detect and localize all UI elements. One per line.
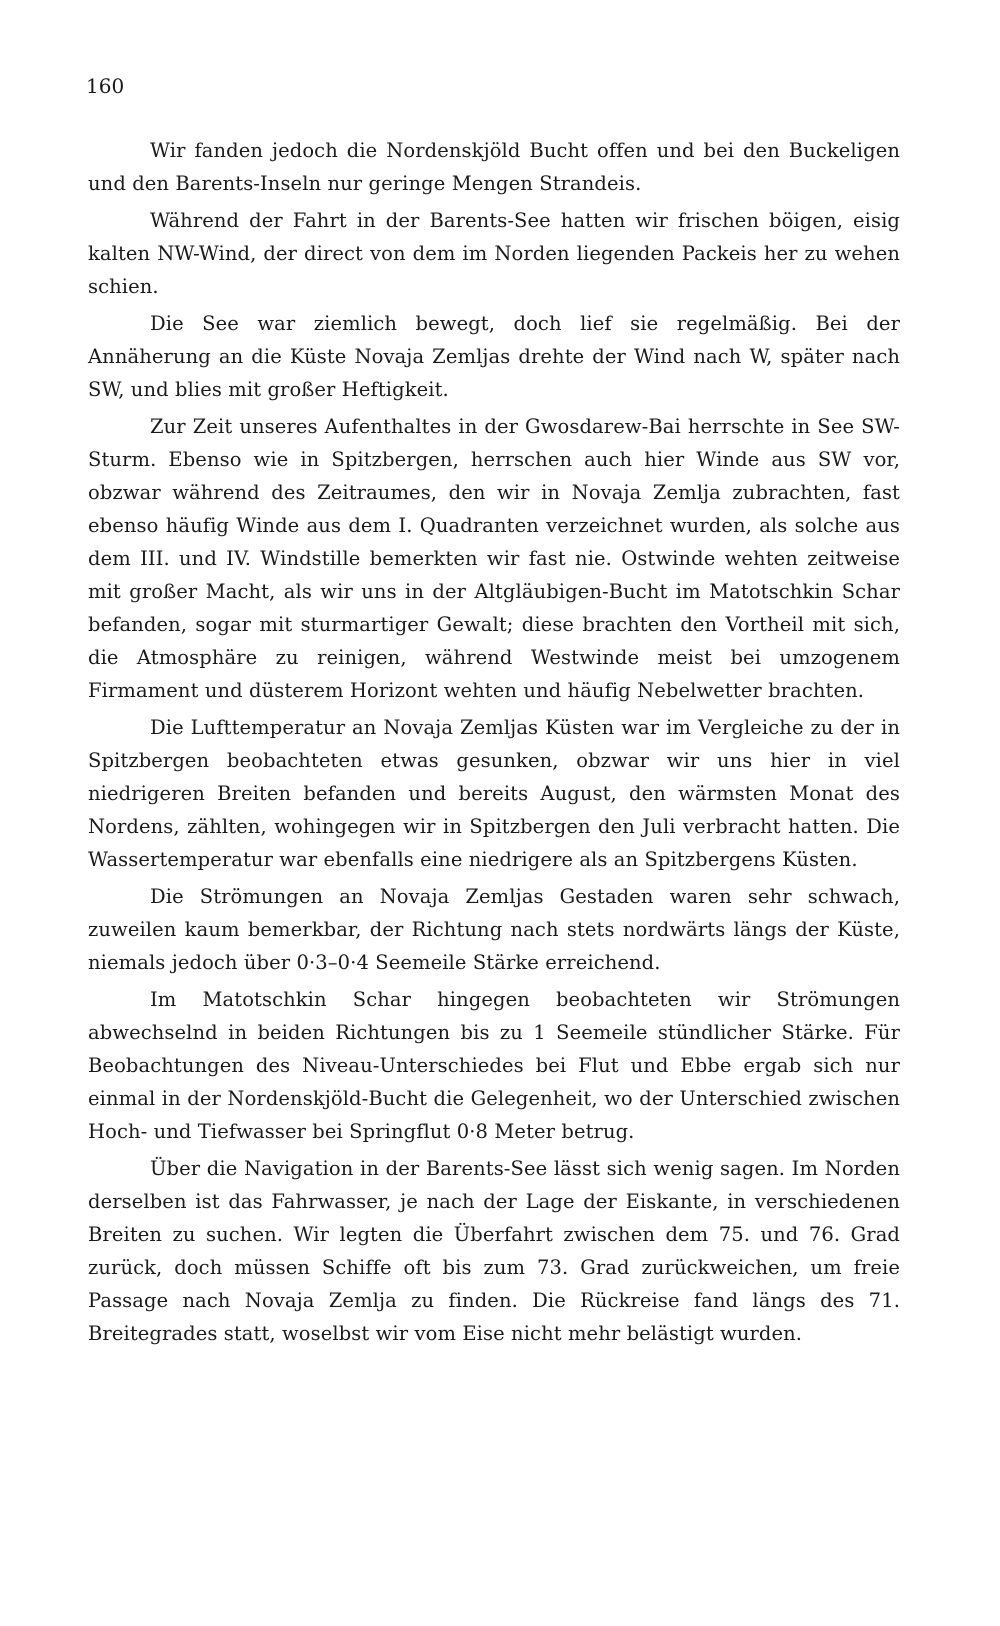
paragraph: Zur Zeit unseres Aufenthaltes in der Gwosdarew-Bai herrschte in See SW-Sturm. Ebenso wie in Spitzbergen, herrschen auch hier Winde aus SW vor, obzwar während des Zeitraumes, den wir in Novaja Zemlja zubrachten, fast ebenso häufig Winde aus dem I. Quadranten verzeichnet wurden, als solche aus dem III. und IV. Windstille bemerkten wir fast nie. Ostwinde wehten zeitweise mit großer Macht, als wir uns in der Altgläubigen-Bucht im Matotschkin Schar befanden, sogar mit sturmartiger Gewalt; diese brachten den Vortheil mit sich, die Atmosphäre zu reinigen, während Westwinde meist bei umzogenem Firmament und düsterem Horizont wehten und häufig Nebelwetter brachten.: [88, 415, 900, 702]
paragraph: Die Lufttemperatur an Novaja Zemljas Küsten war im Vergleiche zu der in Spitzbergen beobachteten etwas gesunken, obzwar wir uns hier in viel niedrigeren Breiten befanden und bereits August, den wärmsten Monat des Nordens, zählten, wohingegen wir in Spitzbergen den Juli verbracht hatten. Die Wassertemperatur war ebenfalls eine niedrigere als an Spitzbergens Küsten.: [88, 716, 900, 871]
body-text: [88, 134, 900, 1350]
page-number: 160: [86, 74, 125, 98]
paragraph: Die See war ziemlich bewegt, doch lief sie regelmäßig. Bei der Annäherung an die Küste Novaja Zemljas drehte der Wind nach W, später nach SW, und blies mit großer Heftigkeit.: [88, 312, 900, 401]
paragraph: Über die Navigation in der Barents-See lässt sich wenig sagen. Im Norden derselben ist das Fahrwasser, je nach der Lage der Eiskante, in verschiedenen Breiten zu suchen. Wir legten die Überfahrt zwischen dem 75. und 76. Grad zurück, doch müssen Schiffe oft bis zum 73. Grad zurückweichen, um freie Passage nach Novaja Zemlja zu finden. Die Rückreise fand längs des 71. Breitegrades statt, woselbst wir vom Eise nicht mehr belästigt wurden.: [88, 1157, 900, 1345]
paragraph: Im Matotschkin Schar hingegen beobachteten wir Strömungen abwechselnd in beiden Richtungen bis zu 1 Seemeile stündlicher Stärke. Für Beobachtungen des Niveau-Unterschiedes bei Flut und Ebbe ergab sich nur einmal in der Nordenskjöld-Bucht die Gelegenheit, wo der Unterschied zwischen Hoch- und Tiefwasser bei Springflut 0·8 Meter betrug.: [88, 988, 900, 1143]
paragraph: Die Strömungen an Novaja Zemljas Gestaden waren sehr schwach, zuweilen kaum bemerkbar, der Richtung nach stets nordwärts längs der Küste, niemals jedoch über 0·3–0·4 Seemeile Stärke erreichend.: [88, 885, 900, 974]
paragraph: Wir fanden jedoch die Nordenskjöld Bucht offen und bei den Buckeligen und den Barents-Inseln nur geringe Mengen Strandeis.: [88, 139, 900, 195]
paragraph: Während der Fahrt in der Barents-See hatten wir frischen böigen, eisig kalten NW-Wind, der direct von dem im Norden liegenden Packeis her zu wehen schien.: [88, 209, 900, 298]
